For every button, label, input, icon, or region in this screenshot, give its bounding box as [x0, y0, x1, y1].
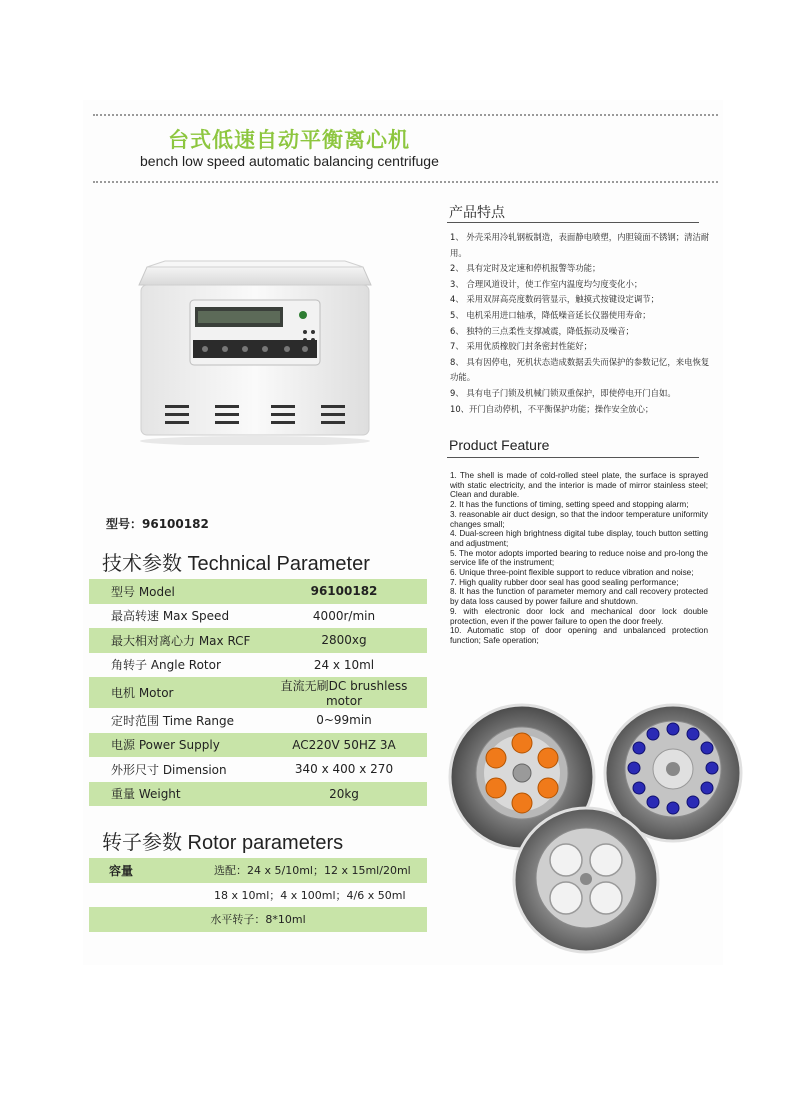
param-key: 最大相对离心力 Max RCF	[89, 628, 261, 653]
features-cn-list	[450, 230, 712, 417]
list-item: 5、 电机采用进口轴承，降低噪音延长仪器使用寿命；	[450, 309, 651, 320]
features-en-rule	[447, 457, 699, 458]
param-value: 直流无刷DC brushless motor	[261, 677, 427, 708]
list-item: 10. Automatic stop of door opening and unbalanced protection function; Safe operation;	[450, 626, 708, 645]
table-row	[89, 782, 427, 807]
bottom-dotted-divider	[93, 181, 718, 183]
list-item: 3、 合理风道设计，使工作室内温度均匀度变化小；	[450, 278, 643, 289]
centrifuge-product-image	[135, 245, 375, 445]
table-row	[89, 733, 427, 758]
list-item: 7. High quality rubber door seal has good sealing performance;	[450, 577, 679, 587]
param-value: 96100182	[261, 579, 427, 604]
list-item: 10、开门自动停机，不平衡保护功能；操作安全放心；	[450, 403, 654, 414]
list-item: 3. reasonable air duct design, so that the indoor temperature uniformity changes small;	[450, 509, 708, 529]
table-row	[89, 907, 427, 932]
list-item: 4. Dual-screen high brightness digital tube display, touch button setting and adjustment;	[450, 529, 708, 548]
top-dotted-divider	[93, 114, 718, 116]
features-en-list	[450, 471, 708, 646]
param-key: 最高转速 Max Speed	[111, 609, 230, 624]
rotor-options-line2: 18 x 10ml；4 x 100ml；4/6 x 50ml	[214, 888, 406, 902]
param-value: 24 x 10ml	[313, 657, 375, 672]
param-value: AC220V 50HZ 3A	[261, 733, 427, 758]
param-value: 4000r/min	[312, 608, 376, 623]
table-row	[89, 757, 427, 782]
table-row	[89, 579, 427, 604]
model-number-label: 型号：96100182	[106, 517, 209, 531]
param-key: 角转子 Angle Rotor	[111, 658, 221, 673]
param-key: 型号 Model	[89, 579, 261, 604]
rotor-options-line1: 选配：24 x 5/10ml；12 x 15ml/20ml	[214, 858, 427, 883]
param-value: 20kg	[261, 782, 427, 807]
table-row	[89, 653, 427, 678]
title-chinese: 台式低速自动平衡离心机	[168, 128, 410, 152]
list-item: 2、 具有定时及定速和停机报警等功能；	[450, 263, 601, 274]
param-key: 电源 Power Supply	[89, 733, 261, 758]
table-row	[89, 604, 427, 629]
list-item: 4、 采用双屏高亮度数码管显示，触摸式按键设定调节；	[450, 294, 659, 305]
param-key: 定时范围 Time Range	[111, 713, 235, 728]
param-key: 电机 Motor	[89, 677, 261, 708]
param-key: 外形尺寸 Dimension	[111, 762, 227, 777]
list-item: 1. The shell is made of cold-rolled steel plate, the surface is sprayed with static electricity, and the interior is made of mirror stainless steel; Clean and durable.	[450, 471, 708, 500]
list-item: 7、 采用优质橡胶门封条密封性能好；	[450, 341, 592, 352]
table-row	[89, 858, 427, 883]
title-english: bench low speed automatic balancing centrifuge	[140, 153, 439, 169]
rotor-capacity-label: 容量	[89, 858, 214, 883]
empty-cell	[89, 883, 214, 908]
technical-parameter-title: 技术参数 Technical Parameter	[102, 553, 370, 575]
rotor-parameter-table	[89, 858, 427, 932]
list-item: 8、 具有因停电，死机状态造成数据丢失而保护的参数记忆，来电恢复功能。	[450, 356, 710, 383]
list-item: 1、 外壳采用冷轧钢板制造，表面静电喷塑，内胆镜面不锈钢；清洁耐用。	[450, 232, 710, 258]
param-value: 340 x 400 x 270	[294, 762, 394, 777]
table-row	[89, 628, 427, 653]
param-value: 2800xg	[261, 628, 427, 653]
table-row	[89, 677, 427, 708]
features-cn-rule	[447, 222, 699, 223]
list-item: 2. It has the functions of timing, setting speed and stopping alarm;	[450, 500, 689, 510]
list-item: 6、 独特的三点柔性支撑减震，降低振动及噪音；	[450, 325, 634, 336]
table-row	[89, 708, 427, 733]
list-item: 6. Unique three-point flexible support to reduce vibration and noise;	[450, 568, 694, 578]
features-cn-title: 产品特点	[449, 205, 505, 221]
list-item: 8. It has the function of parameter memory and call recovery protected by data loss caused by power failure and shutdown.	[450, 587, 708, 607]
rotor-horizontal: 水平转子：8*10ml	[89, 907, 427, 932]
list-item: 5. The motor adopts imported bearing to reduce noise and pro-long the service life of the instrument;	[450, 548, 708, 568]
list-item: 9、 具有电子门锁及机械门锁双重保护，即使停电开门自如。	[450, 387, 676, 398]
list-item: 9. with electronic door lock and mechanical door lock double protection, even if the power failure to open the door freely.	[450, 606, 708, 626]
param-key: 重量 Weight	[89, 782, 261, 807]
rotor-photo-white-buckets	[512, 806, 660, 954]
param-value: 0~99min	[316, 713, 372, 728]
rotor-parameters-title: 转子参数 Rotor parameters	[102, 832, 344, 854]
table-row	[89, 883, 427, 908]
features-en-title: Product Feature	[449, 437, 550, 453]
technical-parameter-table	[89, 579, 427, 806]
